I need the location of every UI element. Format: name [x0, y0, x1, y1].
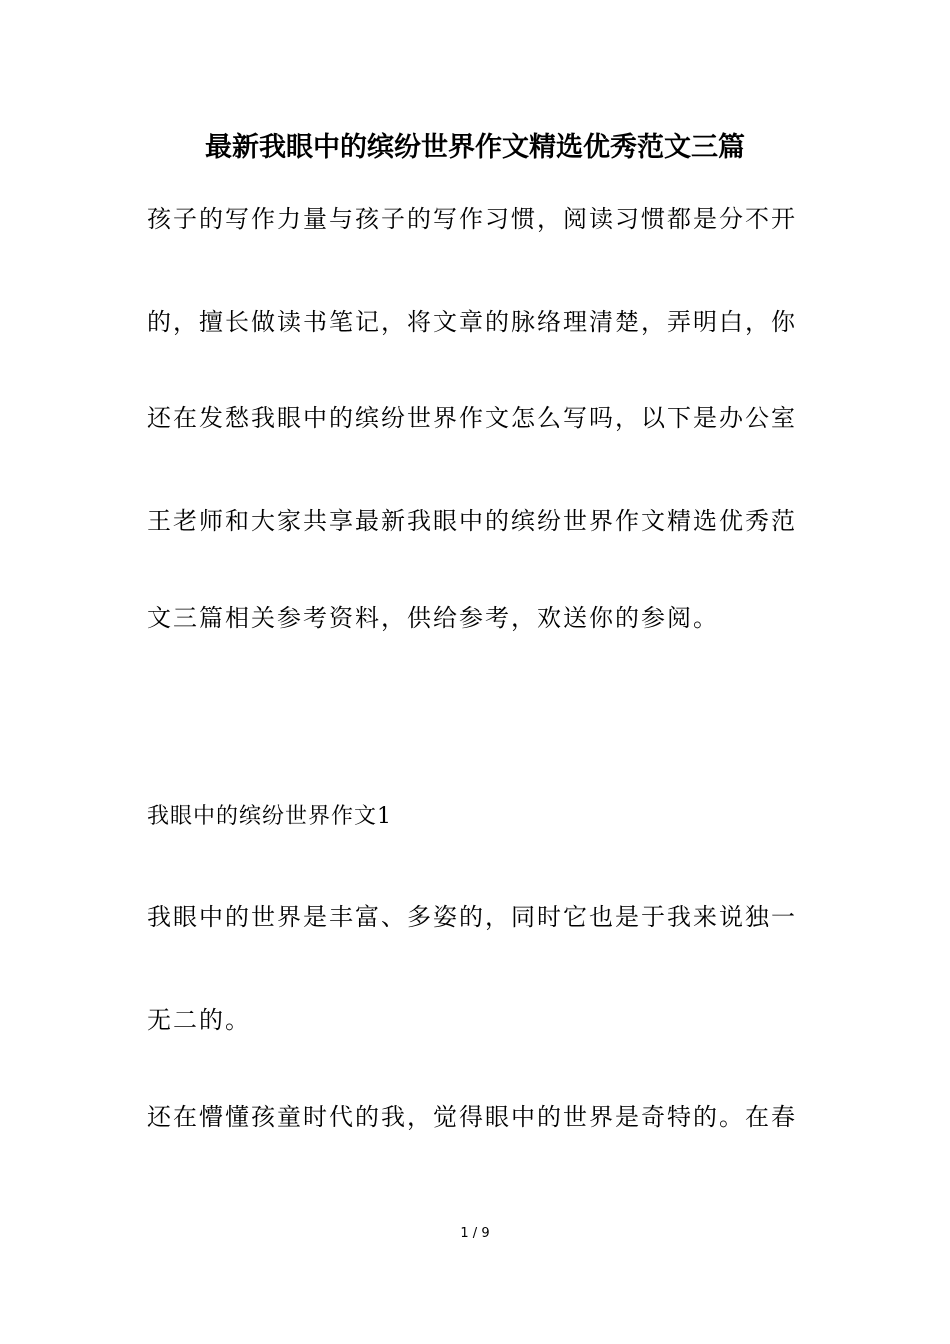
intro-line-2: 的，擅长做读书笔记，将文章的脉络理清楚，弄明白，你 [147, 308, 797, 336]
intro-line-3: 还在发愁我眼中的缤纷世界作文怎么写吗，以下是办公室 [147, 404, 797, 432]
intro-line-1: 孩子的写作力量与孩子的写作习惯，阅读习惯都是分不开 [147, 205, 797, 233]
body-line-3: 还在懵懂孩童时代的我，觉得眼中的世界是奇特的。在春 [147, 1103, 797, 1131]
document-title: 最新我眼中的缤纷世界作文精选优秀范文三篇 [205, 132, 745, 163]
body-line-2: 无二的。 [147, 1006, 251, 1034]
intro-line-4: 王老师和大家共享最新我眼中的缤纷世界作文精选优秀范 [147, 507, 797, 535]
intro-line-5: 文三篇相关参考资料，供给参考，欢送你的参阅。 [147, 604, 719, 632]
page-number: 1 / 9 [460, 1226, 490, 1241]
body-line-1: 我眼中的世界是丰富、多姿的，同时它也是于我来说独一 [147, 903, 797, 931]
section-heading: 我眼中的缤纷世界作文1 [147, 804, 392, 829]
